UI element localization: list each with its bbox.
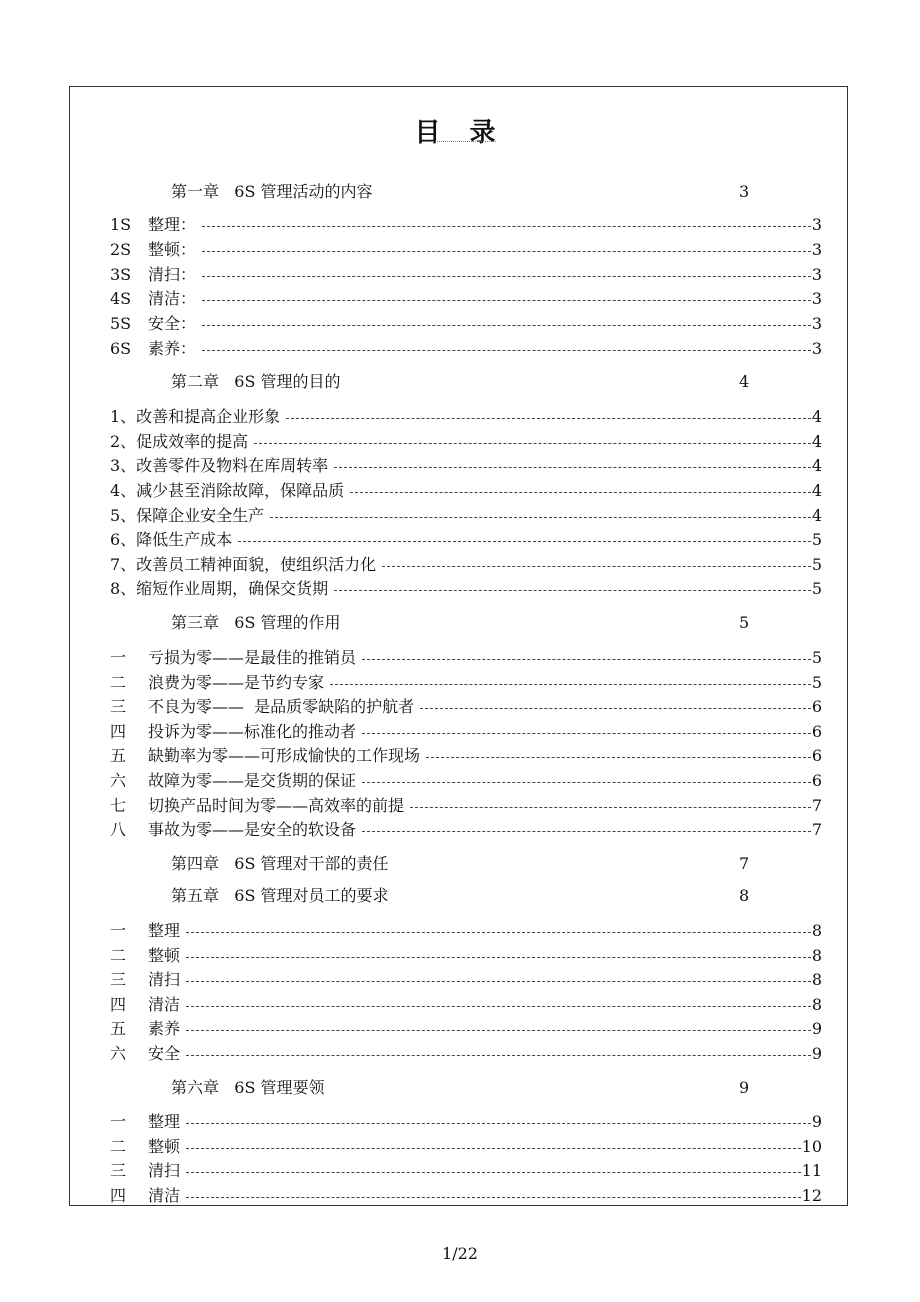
chapter-page: 4 [739, 372, 750, 391]
entry-text: 清洁： [148, 289, 197, 308]
entry-number: 八 [110, 820, 127, 839]
toc-entry[interactable] [110, 819, 822, 841]
leader-dashes [362, 831, 811, 832]
leader-dashes [186, 1172, 801, 1173]
chapter-title: 第六章 6S 管理要领 [171, 1078, 325, 1097]
entry-text: 浪费为零——是节约专家 [148, 673, 325, 692]
leader-dashes [254, 443, 811, 444]
entry-number: 二 [110, 946, 127, 965]
entry-text: 故障为零——是交货期的保证 [148, 771, 357, 790]
entry-page: 7 [811, 820, 822, 839]
toc-entry[interactable] [110, 554, 822, 576]
entry-text: 缺勤率为零——可形成愉快的工作现场 [148, 746, 421, 765]
entry-number: 4S [110, 289, 132, 308]
entry-text: 7、改善员工精神面貌，使组织活力化 [110, 555, 377, 574]
entry-text: 4、减少甚至消除故障，保障品质 [110, 481, 345, 500]
toc-entry[interactable] [110, 969, 822, 991]
entry-number: 七 [110, 796, 127, 815]
toc-entry[interactable] [110, 288, 822, 310]
toc-chapter-1[interactable] [171, 181, 761, 203]
leader-dashes [334, 467, 811, 468]
toc-entry[interactable] [110, 920, 822, 942]
entry-text: 整顿： [148, 240, 197, 259]
toc-entry[interactable] [110, 745, 822, 767]
entry-number: 5S [110, 314, 132, 333]
entry-number: 一 [110, 648, 127, 667]
entry-number: 一 [110, 1112, 127, 1131]
entry-number: 三 [110, 1161, 127, 1180]
entry-text: 6、降低生产成本 [110, 530, 233, 549]
leader-dashes [202, 350, 811, 351]
leader-dashes [186, 957, 811, 958]
entry-number: 三 [110, 970, 127, 989]
leader-dashes [362, 733, 811, 734]
entry-text: 切换产品时间为零——高效率的前提 [148, 796, 405, 815]
leader-dashes [330, 684, 811, 685]
leader-dashes [186, 981, 811, 982]
entry-text: 2、促成效率的提高 [110, 432, 249, 451]
entry-page: 3 [811, 240, 822, 259]
entry-page: 4 [811, 481, 822, 500]
toc-chapter-6[interactable] [171, 1077, 761, 1099]
chapter-page: 5 [739, 613, 750, 632]
entry-page: 3 [811, 339, 822, 358]
leader-dashes [238, 541, 811, 542]
entry-page: 3 [811, 265, 822, 284]
toc-chapter-4[interactable] [171, 853, 761, 875]
entry-number: 四 [110, 995, 127, 1014]
toc-entry[interactable] [110, 945, 822, 967]
entry-text: 清扫 [148, 1161, 181, 1180]
entry-page: 8 [811, 921, 822, 940]
toc-entry[interactable] [110, 1043, 822, 1065]
entry-page: 8 [811, 970, 822, 989]
entry-text: 1、改善和提高企业形象 [110, 407, 281, 426]
entry-page: 3 [811, 314, 822, 333]
entry-text: 清扫 [148, 970, 181, 989]
toc-entry[interactable] [110, 696, 822, 718]
toc-entry[interactable] [110, 406, 822, 428]
entry-number: 五 [110, 746, 127, 765]
leader-dashes [202, 251, 811, 252]
entry-page: 12 [801, 1186, 822, 1205]
toc-entry[interactable] [110, 795, 822, 817]
entry-page: 6 [811, 697, 822, 716]
entry-page: 8 [811, 946, 822, 965]
toc-entry[interactable] [110, 431, 822, 453]
leader-dashes [186, 1055, 811, 1056]
toc-entry[interactable] [110, 505, 822, 527]
entry-page: 6 [811, 746, 822, 765]
toc-entry[interactable] [110, 239, 822, 261]
toc-entry[interactable] [110, 770, 822, 792]
toc-chapter-5[interactable] [171, 885, 761, 907]
entry-page: 3 [811, 289, 822, 308]
toc-entry[interactable] [110, 1160, 822, 1182]
leader-dashes [186, 932, 811, 933]
entry-page: 9 [811, 1112, 822, 1131]
chapter-page: 3 [739, 182, 750, 201]
toc-entry[interactable] [110, 264, 822, 286]
toc-entry[interactable] [110, 338, 822, 360]
entry-number: 三 [110, 697, 127, 716]
entry-number: 四 [110, 722, 127, 741]
entry-number: 六 [110, 1044, 127, 1063]
entry-text: 素养 [148, 1019, 181, 1038]
entry-text: 亏损为零——是最佳的推销员 [148, 648, 357, 667]
entry-page: 9 [811, 1044, 822, 1063]
toc-entry[interactable] [110, 1185, 822, 1207]
leader-dashes [426, 757, 811, 758]
leader-dashes [410, 807, 811, 808]
chapter-page: 9 [739, 1078, 750, 1097]
leader-dashes [202, 325, 811, 326]
toc-entry[interactable] [110, 529, 822, 551]
entry-number: 四 [110, 1186, 127, 1205]
entry-number: 2S [110, 240, 132, 259]
leader-dashes [362, 782, 811, 783]
entry-page: 5 [811, 673, 822, 692]
toc-entry[interactable] [110, 214, 822, 236]
entry-page: 7 [811, 796, 822, 815]
entry-page: 4 [811, 456, 822, 475]
leader-dashes [286, 418, 811, 419]
chapter-title: 第五章 6S 管理对员工的要求 [171, 886, 389, 905]
entry-number: 五 [110, 1019, 127, 1038]
leader-dashes [382, 566, 811, 567]
entry-page: 5 [811, 579, 822, 598]
leader-dashes [350, 492, 811, 493]
toc-entry[interactable] [110, 994, 822, 1016]
leader-dashes [334, 590, 811, 591]
entry-text: 整理： [148, 215, 197, 234]
page-title: 目 录 [414, 118, 506, 148]
entry-number: 六 [110, 771, 127, 790]
entry-page: 5 [811, 555, 822, 574]
leader-dashes [202, 276, 811, 277]
leader-dashes [186, 1123, 811, 1124]
leader-dashes [202, 226, 811, 227]
page-number: 1/22 [442, 1244, 478, 1263]
entry-text: 3、改善零件及物料在库周转率 [110, 456, 329, 475]
entry-text: 不良为零—— 是品质零缺陷的护航者 [148, 697, 415, 716]
chapter-page: 8 [739, 886, 750, 905]
entry-number: 二 [110, 1137, 127, 1156]
chapter-title: 第三章 6S 管理的作用 [171, 613, 341, 632]
chapter-title: 第四章 6S 管理对干部的责任 [171, 854, 389, 873]
entry-page: 4 [811, 506, 822, 525]
chapter-title: 第一章 6S 管理活动的内容 [171, 182, 373, 201]
toc-entry[interactable] [110, 578, 822, 600]
leader-dashes [186, 1197, 801, 1198]
toc-chapter-3[interactable] [171, 612, 761, 634]
toc-entry[interactable] [110, 721, 822, 743]
entry-page: 5 [811, 648, 822, 667]
toc-entry[interactable] [110, 313, 822, 335]
entry-page: 6 [811, 722, 822, 741]
toc-entry[interactable] [110, 647, 822, 669]
entry-text: 投诉为零——标准化的推动者 [148, 722, 357, 741]
entry-number: 二 [110, 673, 127, 692]
toc-entry[interactable] [110, 1018, 822, 1040]
leader-dashes [186, 1030, 811, 1031]
entry-number: 6S [110, 339, 132, 358]
entry-text: 安全 [148, 1044, 181, 1063]
entry-text: 整理 [148, 1112, 181, 1131]
toc-chapter-2[interactable] [171, 371, 761, 393]
leader-dashes [186, 1148, 801, 1149]
entry-text: 清洁 [148, 1186, 181, 1205]
toc-entry[interactable] [110, 1136, 822, 1158]
toc-entry[interactable] [110, 480, 822, 502]
entry-page: 9 [811, 1019, 822, 1038]
title-underline [424, 141, 496, 142]
entry-page: 4 [811, 432, 822, 451]
leader-dashes [420, 708, 811, 709]
entry-text: 安全： [148, 314, 197, 333]
entry-text: 事故为零——是安全的软设备 [148, 820, 357, 839]
entry-page: 11 [801, 1161, 822, 1180]
chapter-title: 第二章 6S 管理的目的 [171, 372, 341, 391]
leader-dashes [362, 659, 811, 660]
entry-page: 3 [811, 215, 822, 234]
entry-text: 整顿 [148, 1137, 181, 1156]
toc-entry[interactable] [110, 455, 822, 477]
entry-page: 10 [801, 1137, 822, 1156]
leader-dashes [270, 517, 811, 518]
leader-dashes [186, 1006, 811, 1007]
entry-number: 一 [110, 921, 127, 940]
entry-text: 整顿 [148, 946, 181, 965]
entry-page: 4 [811, 407, 822, 426]
entry-number: 1S [110, 215, 132, 234]
entry-number: 3S [110, 265, 132, 284]
entry-text: 清扫： [148, 265, 197, 284]
entry-text: 整理 [148, 921, 181, 940]
entry-text: 5、保障企业安全生产 [110, 506, 265, 525]
entry-page: 6 [811, 771, 822, 790]
entry-page: 5 [811, 530, 822, 549]
entry-text: 素养： [148, 339, 197, 358]
entry-page: 8 [811, 995, 822, 1014]
toc-entry[interactable] [110, 672, 822, 694]
entry-text: 清洁 [148, 995, 181, 1014]
entry-text: 8、缩短作业周期，确保交货期 [110, 579, 329, 598]
toc-entry[interactable] [110, 1111, 822, 1133]
leader-dashes [202, 300, 811, 301]
chapter-page: 7 [739, 854, 750, 873]
